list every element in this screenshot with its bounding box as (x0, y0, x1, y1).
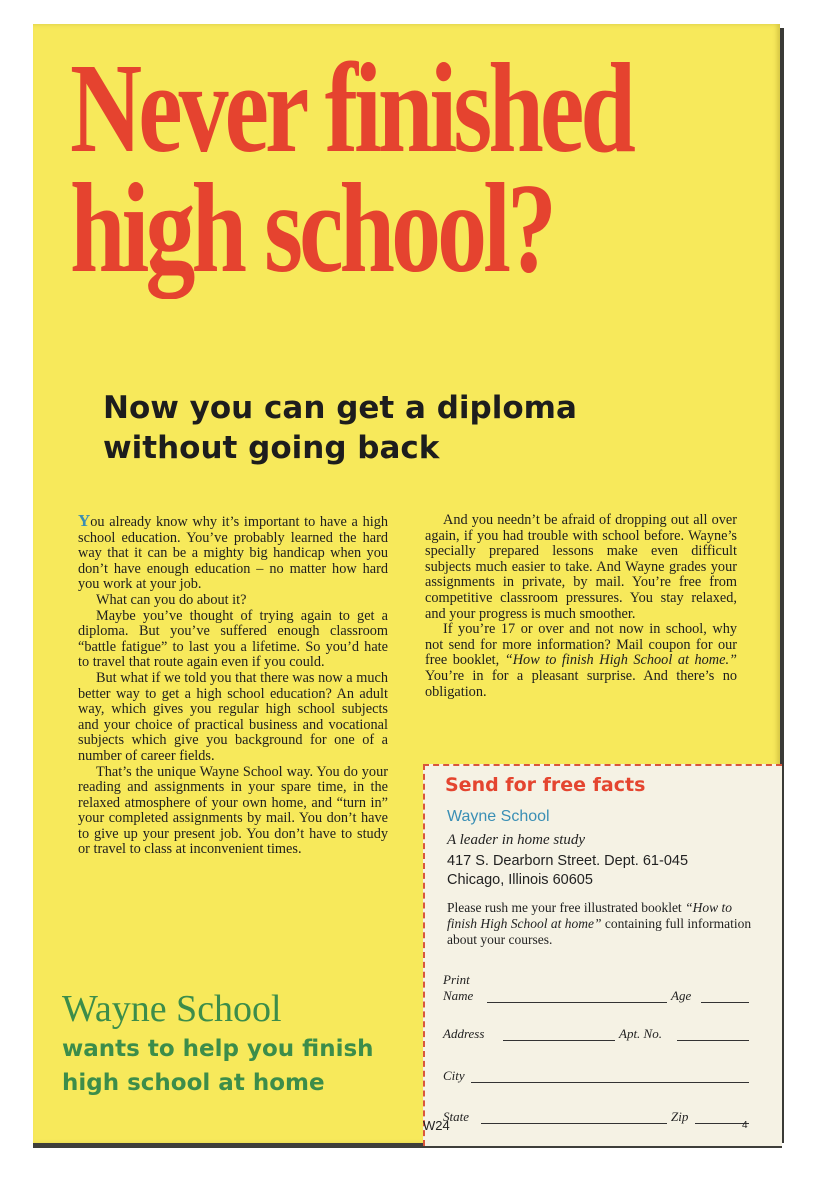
paragraph (425, 622, 737, 700)
paragraph: And you needn’t be afraid of dropping out all over again, if you had trouble with school before. Wayne’s specially prepared lessons make even difficult subjects much easier to take. And Wayne grades your assignments in private, by mail. You’re free from competitive classroom pressures. You stay relaxed, and your progress is much smoother. (425, 512, 737, 622)
page-number: 4 (742, 1120, 748, 1131)
name-label: Name (443, 988, 474, 1003)
request-booklet-title: “How to finish High School at home” (447, 900, 732, 931)
coupon-address (447, 852, 688, 890)
paragraph: But what if we told you that there was now a much better way to get a high school education? An adult way, which gives you regular high school subjects and your choice of practical business and vocational subjects which give you background for one of a number of career fields. (78, 669, 388, 764)
city-label: City (443, 1068, 465, 1083)
subheadline (103, 388, 703, 468)
body-column-left (78, 513, 388, 858)
request-text: Please rush me your free illustrated booklet (447, 900, 686, 915)
name-field[interactable] (487, 1002, 667, 1003)
age-label: Age (671, 988, 692, 1003)
paragraph (78, 513, 388, 593)
headline-line-1: Never finished (70, 37, 632, 179)
address-line-2: Chicago, Illinois 60605 (447, 872, 593, 888)
drop-cap: Y (78, 511, 91, 530)
paragraph-text: If you’re 17 or over and not now in school, why not send for more information? Mail coupon for our free booklet, (425, 621, 737, 669)
city-field[interactable] (471, 1082, 749, 1083)
booklet-title: “How to finish High School at home.” (504, 652, 737, 669)
subheadline-line-2: without going back (103, 430, 440, 466)
brand-title: Wayne School (62, 988, 282, 1030)
brand-tagline-2: high school at home (62, 1070, 325, 1096)
address-line-1: 417 S. Dearborn Street. Dept. 61-045 (447, 853, 689, 869)
coupon-school-name: Wayne School (447, 808, 550, 825)
mail-coupon (423, 764, 782, 1146)
address-label: Address (443, 1026, 485, 1041)
age-field[interactable] (701, 1002, 749, 1003)
subheadline-line-1: Now you can get a diploma (103, 390, 577, 426)
body-column-right (425, 513, 737, 700)
zip-label: Zip (671, 1109, 689, 1124)
brand-tagline-1: wants to help you finish (62, 1036, 374, 1062)
paragraph: Maybe you’ve thought of trying again to get a diploma. But you’ve suffered enough classroom “battle fatigue” to last you a lifetime. So you’d hate to travel that route again even if you could. (78, 607, 388, 671)
paragraph: What can you do about it? (96, 591, 247, 608)
paragraph-text: You’re in for a pleasant surprise. And there’s no obligation. (425, 667, 737, 700)
brand-block (62, 986, 402, 1100)
state-label: State (443, 1109, 469, 1124)
headline-line-2: high school? (70, 157, 554, 299)
zip-field[interactable] (695, 1123, 749, 1124)
coupon-tagline: A leader in home study (447, 832, 586, 848)
request-text: containing full information about your courses. (447, 916, 752, 947)
apt-label: Apt. No. (619, 1026, 662, 1041)
print-label: Print (443, 972, 470, 987)
state-field[interactable] (481, 1123, 667, 1124)
paragraph-text: ou already know why it’s important to have a high school education. You’ve probably learned the hard way that it can be a mighty big handicap when you don’t have enough education – no matter how hard you work at your job. (78, 514, 388, 593)
ad-code: W24 (423, 1118, 450, 1133)
headline (70, 37, 632, 299)
coupon-title: Send for free facts (445, 774, 646, 796)
address-field[interactable] (503, 1040, 615, 1041)
coupon-request-text (447, 900, 757, 948)
apt-field[interactable] (677, 1040, 749, 1041)
paragraph: That’s the unique Wayne School way. You do your reading and assignments in your spare time, in the relaxed atmosphere of your own home, and “turn in” your completed assignments by mail. You don’t have to give up your present job. You don’t have to study or travel to class at inconvenient times. (78, 763, 388, 858)
